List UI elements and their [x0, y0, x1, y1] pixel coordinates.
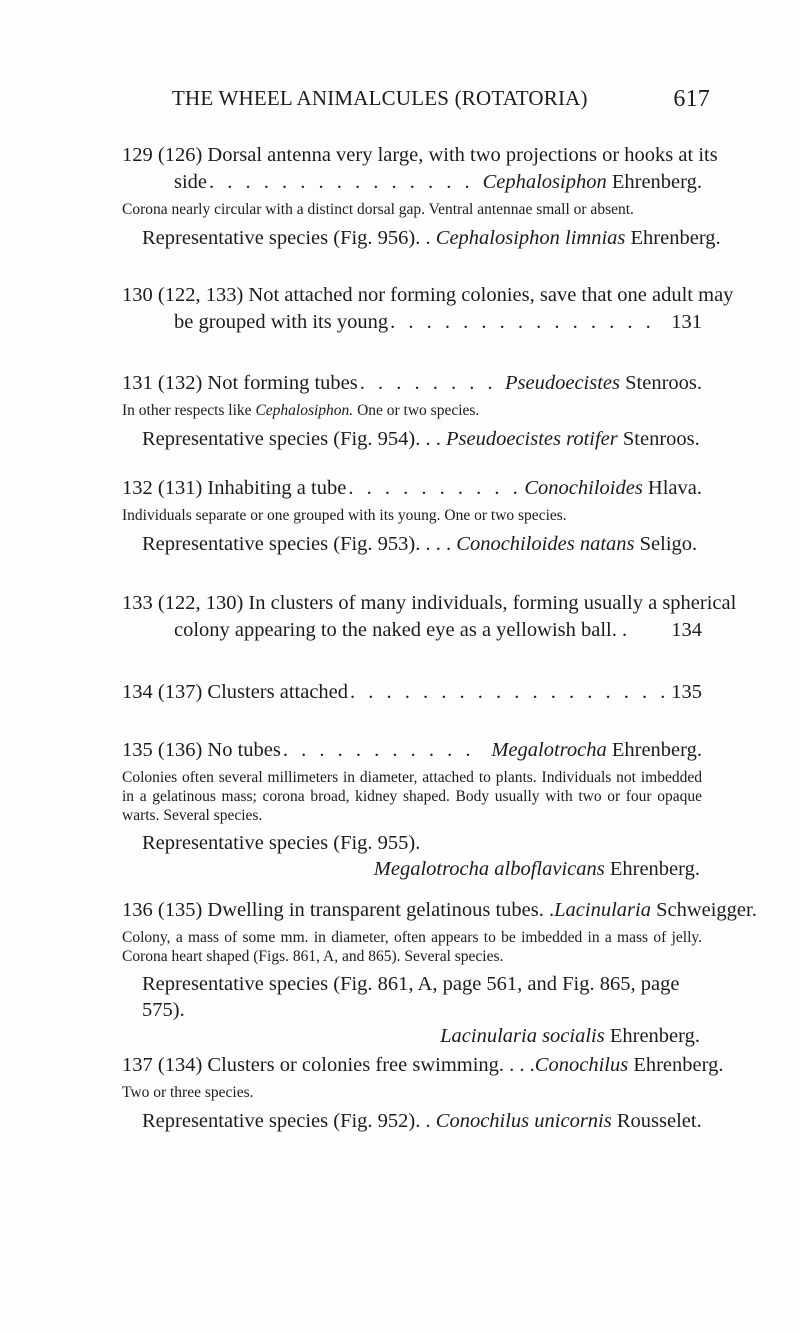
genus-name: Conochiloides	[524, 477, 643, 499]
entry-line: side . . . Cephalosiphon Ehrenberg.	[122, 169, 702, 196]
page-number: 617	[673, 86, 710, 112]
genus-name: Conochilus	[534, 1054, 629, 1076]
entry-line: 130 (122, 133) Not attached nor forming colonies, save that one adult may	[122, 284, 734, 306]
entry-line: be grouped with its young . . . 131	[122, 309, 702, 336]
running-title: THE WHEEL ANIMALCULES (ROTATORIA)	[172, 86, 588, 110]
entry-line: 133 (122, 130) In clusters of many individuals, forming usually a spherical	[122, 592, 737, 614]
entry-note: Corona nearly circular with a distinct dorsal gap. Ventral antennae small or absent.	[122, 201, 634, 218]
entry-line: colony appearing to the naked eye as a yellowish ball. . 134	[174, 619, 702, 641]
key-entry-130	[122, 282, 734, 336]
entry-note: Colony, a mass of some mm. in diameter, often appears to be imbedded in a mass of jelly. Corona heart shaped (Figs. 861, A, and 865). Several species.	[122, 929, 702, 965]
key-entry-137	[122, 1052, 724, 1135]
entry-line: 132 (131) Inhabiting a tube . . . Conochiloides Hlava.	[122, 475, 702, 502]
representative-species: Representative species (Fig. 861, A, page 561, and Fig. 865, page 575). Lacinularia socialis Ehrenberg.	[142, 973, 700, 1047]
entry-note: Colonies often several millimeters in diameter, attached to plants. Individuals not imbedded in a gelatinous mass; corona broad, kidney shaped. Body usually with two or four opaque warts. Several species.	[122, 769, 702, 824]
key-entry-133	[122, 590, 737, 644]
key-entry-134	[122, 679, 702, 706]
genus-name: Cephalosiphon	[482, 171, 607, 193]
entry-line: 131 (132) Not forming tubes . . . Pseudoecistes Stenroos.	[122, 370, 702, 397]
key-entry-131	[122, 370, 702, 453]
entry-line: 134 (137) Clusters attached . . . 135	[122, 679, 702, 706]
entry-line: 137 (134) Clusters or colonies free swimming. . . . Conochilus Ehrenberg.	[122, 1054, 724, 1076]
representative-species: Representative species (Fig. 952). . Conochilus unicornis Rousselet.	[142, 1110, 702, 1132]
entry-note: Individuals separate or one grouped with its young. One or two species.	[122, 507, 567, 524]
genus-name: Lacinularia	[554, 899, 651, 921]
entry-line: 136 (135) Dwelling in transparent gelatinous tubes. . Lacinularia Schweigger.	[122, 899, 757, 921]
genus-name: Megalotrocha	[491, 739, 607, 761]
entry-line: 135 (136) No tubes . . . Megalotrocha Ehrenberg.	[122, 737, 702, 764]
entry-note: Two or three species.	[122, 1084, 254, 1101]
representative-species: Representative species (Fig. 955). Megalotrocha alboflavicans Ehrenberg.	[142, 832, 700, 880]
key-entry-136	[122, 897, 757, 1049]
key-entry-135	[122, 737, 702, 882]
genus-name: Pseudoecistes	[505, 372, 620, 394]
entry-line: 129 (126) Dorsal antenna very large, with two projections or hooks at its	[122, 144, 718, 166]
representative-species: Representative species (Fig. 953). . . . Conochiloides natans Seligo.	[142, 533, 698, 555]
representative-species: Representative species (Fig. 954). . . Pseudoecistes rotifer Stenroos.	[142, 428, 700, 450]
representative-species: Representative species (Fig. 956). . Cephalosiphon limnias Ehrenberg.	[142, 227, 721, 249]
key-entry-132	[122, 475, 702, 558]
key-entry-129	[122, 142, 721, 252]
entry-note: In other respects like Cephalosiphon. One or two species.	[122, 402, 480, 419]
